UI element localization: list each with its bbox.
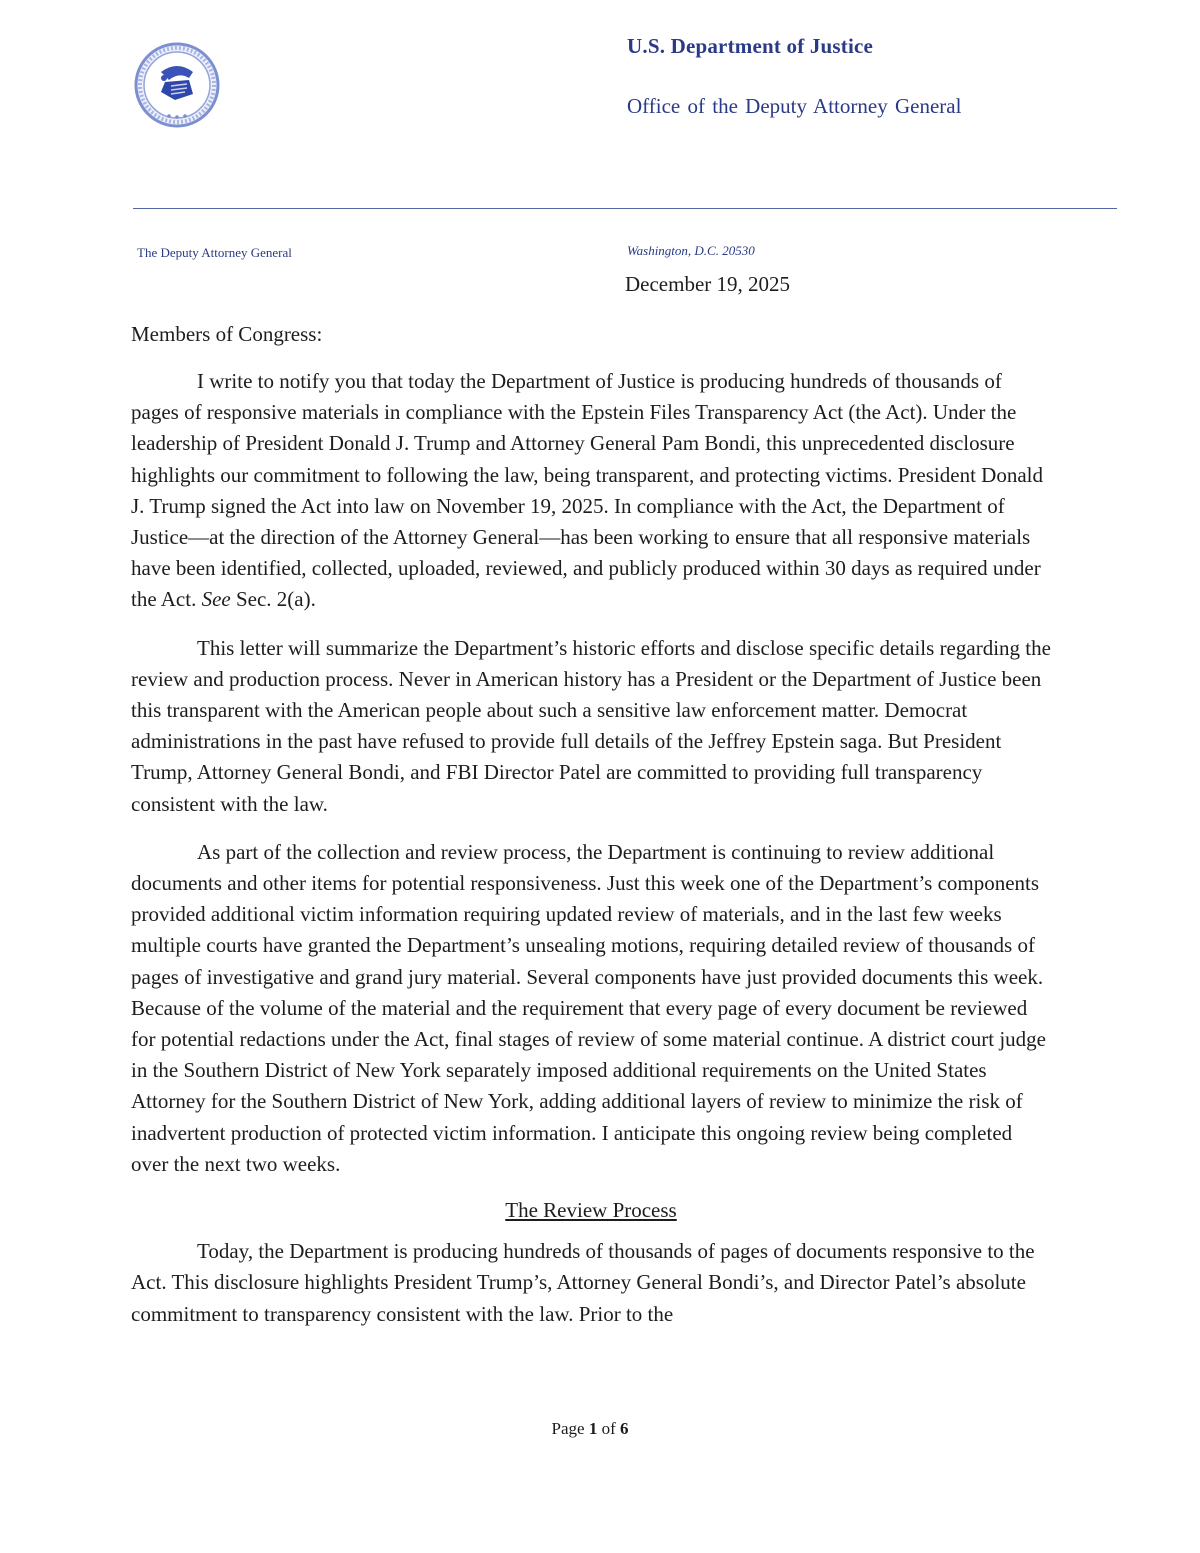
citation-section: Sec. 2(a). (230, 587, 316, 612)
section-heading: The Review Process (505, 1198, 677, 1223)
paragraph-1: I write to notify you that today the Department of Justice is producing hundreds of thousands of pages of responsive materials in compliance with the Epstein Files Transparency Act (the Act). Under the leadership of President Donald J. Trump and Attorney General Pam Bondi, this unprecedented disclosure highlights our commitment to following the law, being transparent, and protecting victims. President Donald J. Trump signed the Act into law on November 19, 2025. In compliance with the Act, the Department of Justice—at the direction of the Attorney General—has been working to ensure that all responsive materials have been identified, collected, uploaded, reviewed, and publicly produced within 30 days as required under the Act. See Sec. 2(a). (131, 369, 1043, 612)
department-name: U.S. Department of Justice (627, 34, 874, 58)
citation-see: See (201, 587, 231, 612)
page-number: Page 1 of 6 (551, 1419, 629, 1438)
sender-location: Washington, D.C. 20530 (627, 243, 755, 258)
office-name: Office of the Deputy Attorney General (627, 94, 962, 118)
salutation: Members of Congress: (131, 322, 323, 346)
paragraph-4: Today, the Department is producing hundreds of thousands of pages of documents responsive to the Act. This disclosure highlights President Trump’s, Attorney General Bondi’s, and Director Patel’s absolute commitment to transparency consistent with the law. Prior to the (131, 1239, 1035, 1326)
sender-title: The Deputy Attorney General (137, 245, 292, 260)
paragraph-3: As part of the collection and review process, the Department is continuing to review additional documents and other items for potential responsiveness. Just this week one of the Department’s components provided additional victim information requiring updated review of materials, and in the last few weeks multiple courts have granted the Department’s unsealing motions, requiring detailed review of thousands of pages of investigative and grand jury material. Several components have just provided documents this week. Because of the volume of the material and the requirement that every page of every document be reviewed for potential redactions under the Act, final stages of review of some material continue. A district court judge in the Southern District of New York separately imposed additional requirements on the United States Attorney for the Southern District of New York, adding additional layers of review to minimize the risk of inadvertent production of protected victim information. I anticipate this ongoing review being completed over the next two weeks. (131, 839, 1046, 1176)
paragraph-2: This letter will summarize the Department’s historic efforts and disclose specific details regarding the review and production process. Never in American history has a President or the Department of Justice been this transparent with the American people about such a sensitive law enforcement matter. Democrat administrations in the past have refused to provide full details of the Jeffrey Epstein saga. But President Trump, Attorney General Bondi, and FBI Director Patel are committed to providing full transparency consistent with the law. (131, 635, 1051, 816)
letter-date: December 19, 2025 (625, 272, 791, 296)
header-divider (133, 208, 1117, 209)
doj-seal-icon (131, 42, 223, 128)
letter-body (131, 366, 1051, 1347)
